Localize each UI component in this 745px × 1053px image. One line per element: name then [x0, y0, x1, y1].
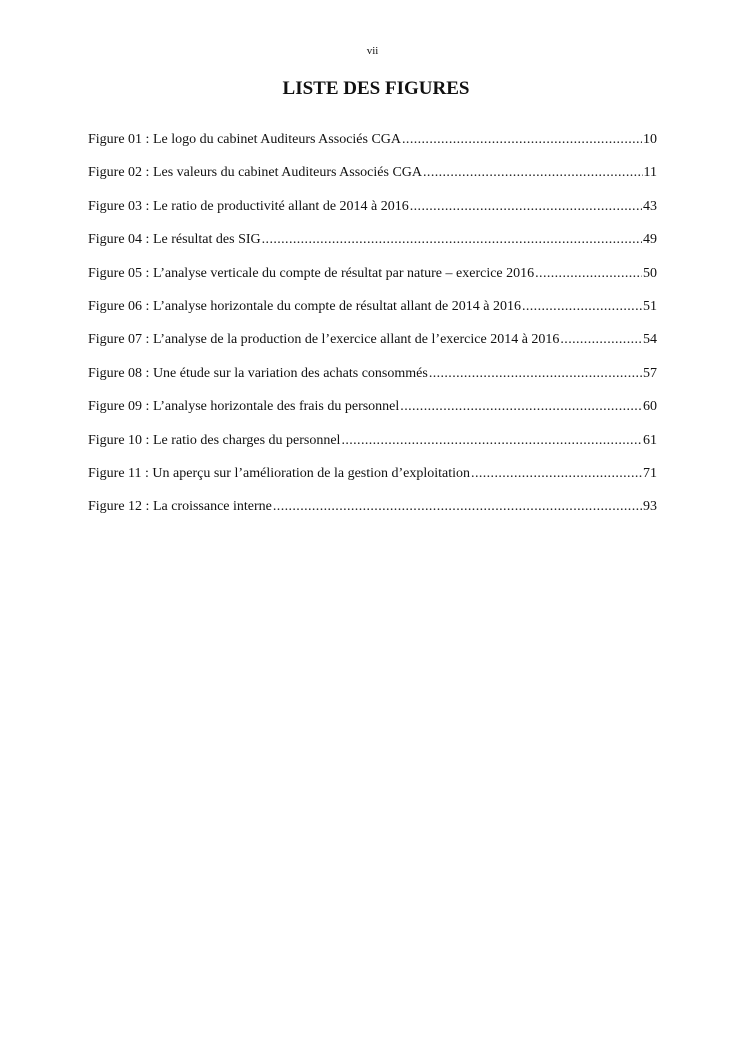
entry-page-number: 60	[643, 399, 657, 415]
dot-leader	[535, 264, 642, 284]
dot-leader	[522, 297, 642, 317]
entry-page-number: 49	[643, 232, 657, 248]
entry-page-number: 50	[643, 265, 657, 281]
entry-label: Figure 08 : Une étude sur la variation des achats consommés	[88, 365, 428, 381]
toc-entry[interactable]	[88, 497, 657, 530]
dot-leader	[402, 130, 642, 150]
dot-leader	[410, 197, 642, 217]
entry-page-number: 51	[643, 298, 657, 314]
dot-leader	[400, 397, 642, 417]
entry-label: Figure 12 : La croissance interne	[88, 499, 272, 515]
entry-label: Figure 11 : Un aperçu sur l’amélioration de la gestion d’exploitation	[88, 465, 471, 481]
entry-label: Figure 09 : L’analyse horizontale des frais du personnel	[88, 399, 400, 415]
toc-entry[interactable]	[88, 163, 657, 196]
entry-label: Figure 04 : Le résultat des SIG	[88, 232, 261, 248]
entry-page-number: 11	[643, 165, 657, 181]
entry-page-number: 61	[643, 432, 657, 448]
entry-label: Figure 07 : L’analyse de la production de l’exercice allant de l’exercice 2014 à 2016	[88, 332, 560, 348]
dot-leader	[471, 464, 642, 484]
entry-page-number: 54	[643, 332, 657, 348]
toc-entry[interactable]	[88, 364, 657, 397]
dot-leader	[262, 230, 642, 250]
toc-entry[interactable]	[88, 197, 657, 230]
toc-entry[interactable]	[88, 130, 657, 163]
entry-page-number: 43	[643, 198, 657, 214]
page-number: vii	[366, 45, 379, 57]
entry-label: Figure 02 : Les valeurs du cabinet Auditeurs Associés CGA	[88, 165, 423, 181]
entry-label: Figure 03 : Le ratio de productivité allant de 2014 à 2016	[88, 198, 409, 214]
dot-leader	[273, 497, 642, 517]
entry-label: Figure 01 : Le logo du cabinet Auditeurs Associés CGA	[88, 132, 402, 147]
toc-entry[interactable]	[88, 431, 657, 464]
list-of-figures	[88, 130, 657, 531]
entry-label: Figure 05 : L’analyse verticale du compte de résultat par nature – exercice 2016	[88, 265, 535, 281]
page-title: LISTE DES FIGURES	[282, 78, 470, 99]
entry-page-number: 10	[643, 132, 657, 147]
entry-page-number: 71	[643, 465, 657, 481]
entry-label: Figure 10 : Le ratio des charges du personnel	[88, 432, 341, 448]
dot-leader	[560, 330, 642, 350]
toc-entry[interactable]	[88, 230, 657, 263]
toc-entry[interactable]	[88, 464, 657, 497]
toc-entry[interactable]	[88, 397, 657, 430]
toc-entry[interactable]	[88, 330, 657, 363]
toc-entry[interactable]	[88, 264, 657, 297]
dot-leader	[341, 431, 642, 451]
entry-page-number: 93	[643, 499, 657, 515]
toc-entry[interactable]	[88, 297, 657, 330]
dot-leader	[429, 364, 642, 384]
dot-leader	[423, 163, 643, 183]
entry-page-number: 57	[643, 365, 657, 381]
entry-label: Figure 06 : L’analyse horizontale du compte de résultat allant de 2014 à 2016	[88, 298, 521, 314]
